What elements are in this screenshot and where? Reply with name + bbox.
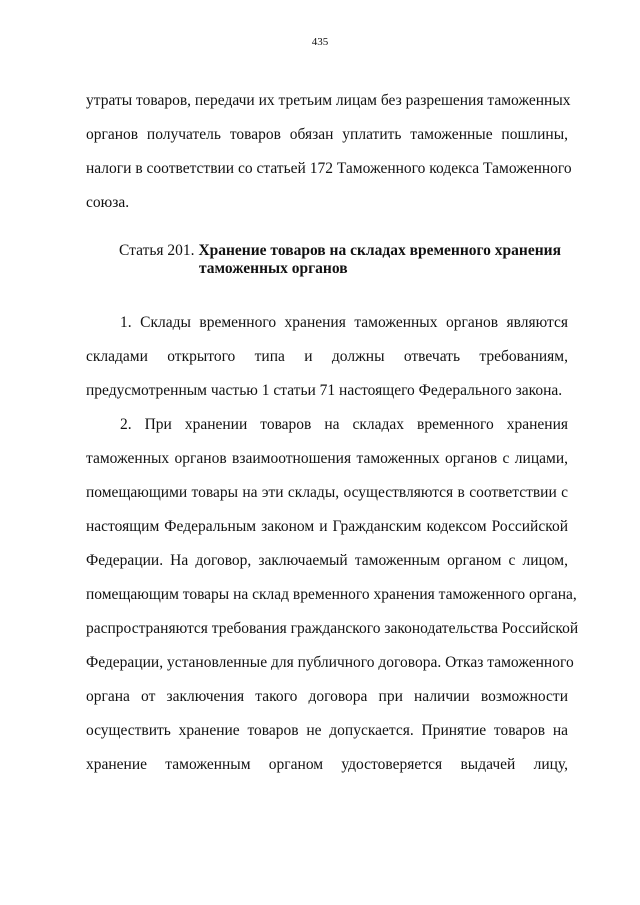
text-line: предусмотренным частью 1 статьи 71 настоящего Федерального закона. [86, 382, 563, 399]
article-body [86, 306, 579, 782]
text-line: органов получатель товаров обязан уплатить таможенные пошлины, [86, 126, 568, 143]
intro-paragraph [86, 84, 572, 220]
page-number: 435 [311, 36, 329, 48]
text-line: налоги в соответствии со статьей 172 Таможенного кодекса Таможенного [86, 160, 572, 177]
article-heading [119, 242, 589, 278]
article-title: Хранение товаров на складах временного хранения [198, 242, 561, 259]
text-line: органа от заключения такого договора при наличии возможности [86, 688, 568, 705]
text-line: Федерации, установленные для публичного договора. Отказ таможенного [86, 654, 574, 671]
text-line: помещающими товары на эти склады, осуществляются в соответствии с [86, 484, 568, 501]
text-line: складами открытого типа и должны отвечать требованиям, [86, 348, 568, 365]
text-line: осуществить хранение товаров не допускается. Принятие товаров на [86, 722, 568, 739]
article-number: Статья 201. [119, 242, 195, 259]
text-line: хранение таможенным органом удостоверяется выдачей лицу, [86, 756, 568, 773]
text-line: 2. При хранении товаров на складах временного хранения [120, 416, 568, 433]
article-title-continued: таможенных органов [199, 260, 348, 277]
text-line: 1. Склады временного хранения таможенных органов являются [120, 314, 568, 331]
text-line: помещающим товары на склад временного хранения таможенного органа, [86, 586, 577, 603]
text-line: Федерации. На договор, заключаемый таможенным органом с лицом, [86, 552, 568, 569]
text-line: союза. [86, 194, 130, 211]
text-line: утраты товаров, передачи их третьим лицам без разрешения таможенных [86, 92, 571, 109]
text-line: распространяются требования гражданского законодательства Российской [86, 620, 579, 637]
text-line: настоящим Федеральным законом и Гражданским кодексом Российской [86, 518, 568, 535]
text-line: таможенных органов взаимоотношения таможенных органов с лицами, [86, 450, 568, 467]
